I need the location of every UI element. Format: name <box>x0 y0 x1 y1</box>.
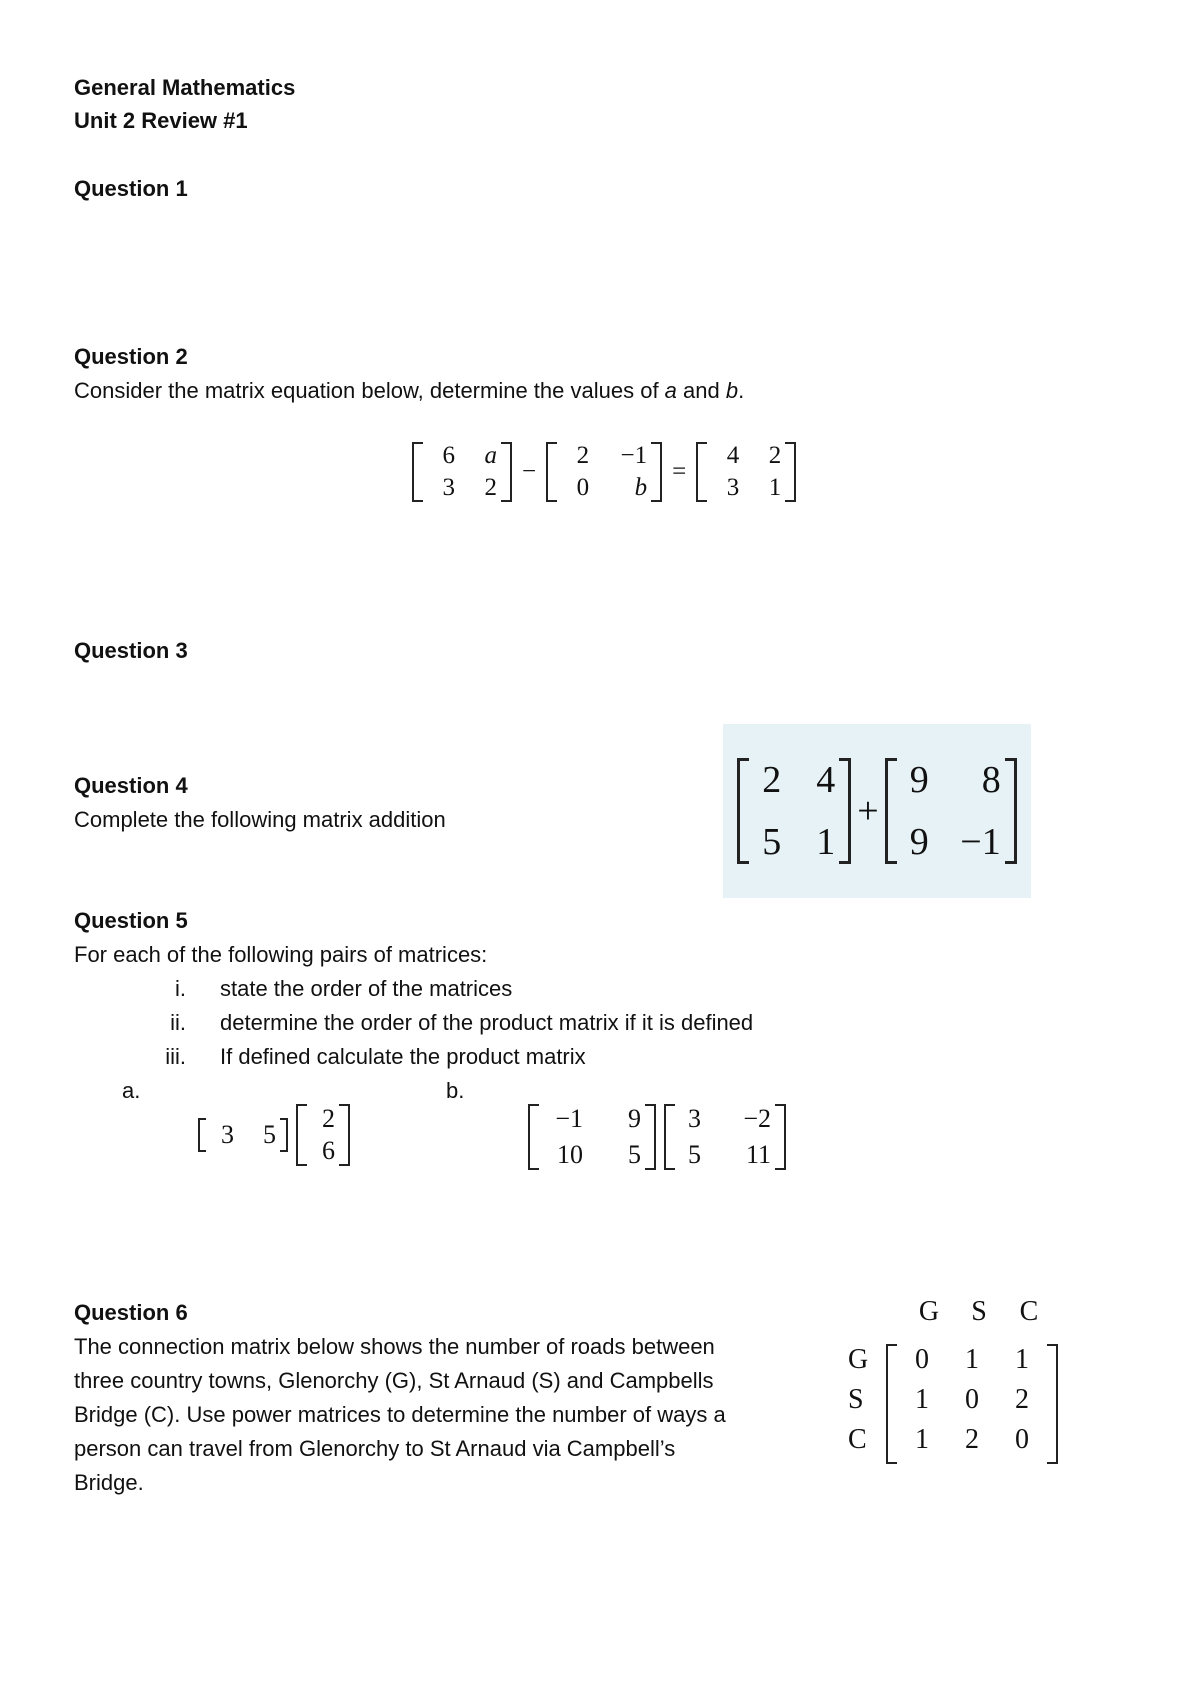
matrix-cell: 9 <box>628 1104 641 1133</box>
matrix-cell: 6 <box>442 442 455 469</box>
row-label: S <box>848 1384 864 1415</box>
matrix-cell: 3 <box>726 474 740 501</box>
question-5-heading: Question 5 <box>74 908 188 933</box>
matrix-cell: 1 <box>1015 1344 1029 1375</box>
paragraph-line: Bridge. <box>74 1470 144 1495</box>
question-2-prompt <box>74 374 744 408</box>
matrix-cell: 5 <box>263 1120 276 1149</box>
minus-sign: − <box>522 458 537 485</box>
matrix-cell: 1 <box>768 474 782 501</box>
column-label: G <box>918 1296 940 1327</box>
column-matrix <box>296 1104 350 1166</box>
matrix-cell: 2 <box>762 759 782 801</box>
matrix-right <box>664 1104 786 1170</box>
course-title: General Mathematics <box>74 75 296 100</box>
part-b-product <box>528 1104 786 1170</box>
matrix-cell: 1 <box>915 1424 929 1455</box>
matrix-cell: 10 <box>557 1140 583 1169</box>
question-1-heading: Question 1 <box>74 176 188 201</box>
matrix-cell: 5 <box>762 821 782 863</box>
matrix-cell: a <box>484 442 497 469</box>
question-5-prompt: For each of the following pairs of matrices: <box>74 942 488 967</box>
matrix-cell: 9 <box>909 759 929 801</box>
matrix-cell: 11 <box>745 1140 771 1169</box>
matrix-cell: −1 <box>960 821 1001 863</box>
matrix-cell: 1 <box>816 821 836 863</box>
unit-title: Unit 2 Review #1 <box>74 108 248 133</box>
paragraph-line: person can travel from Glenorchy to St Arnaud via Campbell’s <box>74 1436 676 1461</box>
matrix-addition-panel <box>723 724 1031 898</box>
list-item-number: ii. <box>170 1010 186 1035</box>
row-label: C <box>848 1424 867 1455</box>
matrix-cell: 1 <box>965 1344 979 1375</box>
list-item-number: i. <box>175 976 186 1001</box>
matrix-cell: 0 <box>965 1384 979 1415</box>
matrix-cell: 5 <box>628 1140 641 1169</box>
prompt-text: Consider the matrix equation below, determine the values of <box>74 378 665 403</box>
question-2-heading: Question 2 <box>74 344 188 369</box>
matrix-cell: 9 <box>909 821 929 863</box>
paragraph-line: three country towns, Glenorchy (G), St Arnaud (S) and Campbells <box>74 1368 714 1393</box>
matrix-cell: 0 <box>576 474 590 501</box>
question-2-equation <box>412 442 796 502</box>
matrix-cell: 2 <box>484 474 497 501</box>
matrix-cell: 4 <box>726 442 740 469</box>
paragraph-line: Bridge (C). Use power matrices to determine the number of ways a <box>74 1402 726 1427</box>
column-labels <box>904 1296 1058 1336</box>
matrix-cell: 2 <box>322 1104 335 1133</box>
matrix-m1 <box>737 758 851 864</box>
part-a-product <box>198 1104 350 1166</box>
question-6-text <box>74 1330 814 1500</box>
matrix-cell: 4 <box>816 759 836 801</box>
matrix-m1 <box>412 442 512 502</box>
matrix-cell: 3 <box>442 474 455 501</box>
question-4-prompt: Complete the following matrix addition <box>74 807 446 832</box>
matrix-cell: −1 <box>620 442 648 469</box>
matrix-cell: 2 <box>1015 1384 1029 1415</box>
list-item-text: determine the order of the product matrix if it is defined <box>220 1010 754 1035</box>
matrix-cell: b <box>634 474 648 501</box>
plus-sign: + <box>857 790 879 832</box>
matrix-cell: 3 <box>221 1120 234 1149</box>
matrix-cell: −1 <box>555 1104 583 1133</box>
column-label: C <box>1019 1296 1039 1327</box>
question-3-heading: Question 3 <box>74 638 188 663</box>
matrix-cell: 6 <box>322 1136 335 1165</box>
row-matrix <box>198 1118 288 1152</box>
matrix-cell: −2 <box>743 1104 771 1133</box>
equals-sign: = <box>672 458 687 485</box>
prompt-text: . <box>738 378 745 403</box>
var-b: b <box>725 378 739 403</box>
part-b-label: b. <box>446 1078 465 1103</box>
list-item-number: iii. <box>165 1044 186 1069</box>
matrix-m2 <box>546 442 662 502</box>
row-labels <box>848 1344 880 1464</box>
prompt-text: and <box>676 378 726 403</box>
matrix-cell: 0 <box>1015 1424 1029 1455</box>
connection-matrix <box>848 1296 1058 1464</box>
part-a-label: a. <box>122 1078 141 1103</box>
list-item-text: state the order of the matrices <box>220 976 513 1001</box>
matrix-m3 <box>696 442 796 502</box>
matrix-cell: 2 <box>965 1424 979 1455</box>
matrix-left <box>528 1104 656 1170</box>
matrix-cell: 8 <box>981 759 1001 801</box>
matrix-cell: 2 <box>768 442 782 469</box>
matrix-cell: 1 <box>915 1384 929 1415</box>
matrix-body <box>886 1344 1058 1464</box>
matrix-cell: 0 <box>915 1344 929 1375</box>
matrix-cell: 2 <box>576 442 590 469</box>
column-label: S <box>971 1296 987 1327</box>
question-6-heading: Question 6 <box>74 1300 188 1325</box>
matrix-cell: 3 <box>688 1104 701 1133</box>
list-item-text: If defined calculate the product matrix <box>220 1044 586 1069</box>
matrix-m2 <box>885 758 1017 864</box>
matrix-cell: 5 <box>688 1140 701 1169</box>
row-label: G <box>848 1344 869 1375</box>
var-a: a <box>664 378 677 403</box>
paragraph-line: The connection matrix below shows the number of roads between <box>74 1334 715 1359</box>
question-4-heading: Question 4 <box>74 773 188 798</box>
